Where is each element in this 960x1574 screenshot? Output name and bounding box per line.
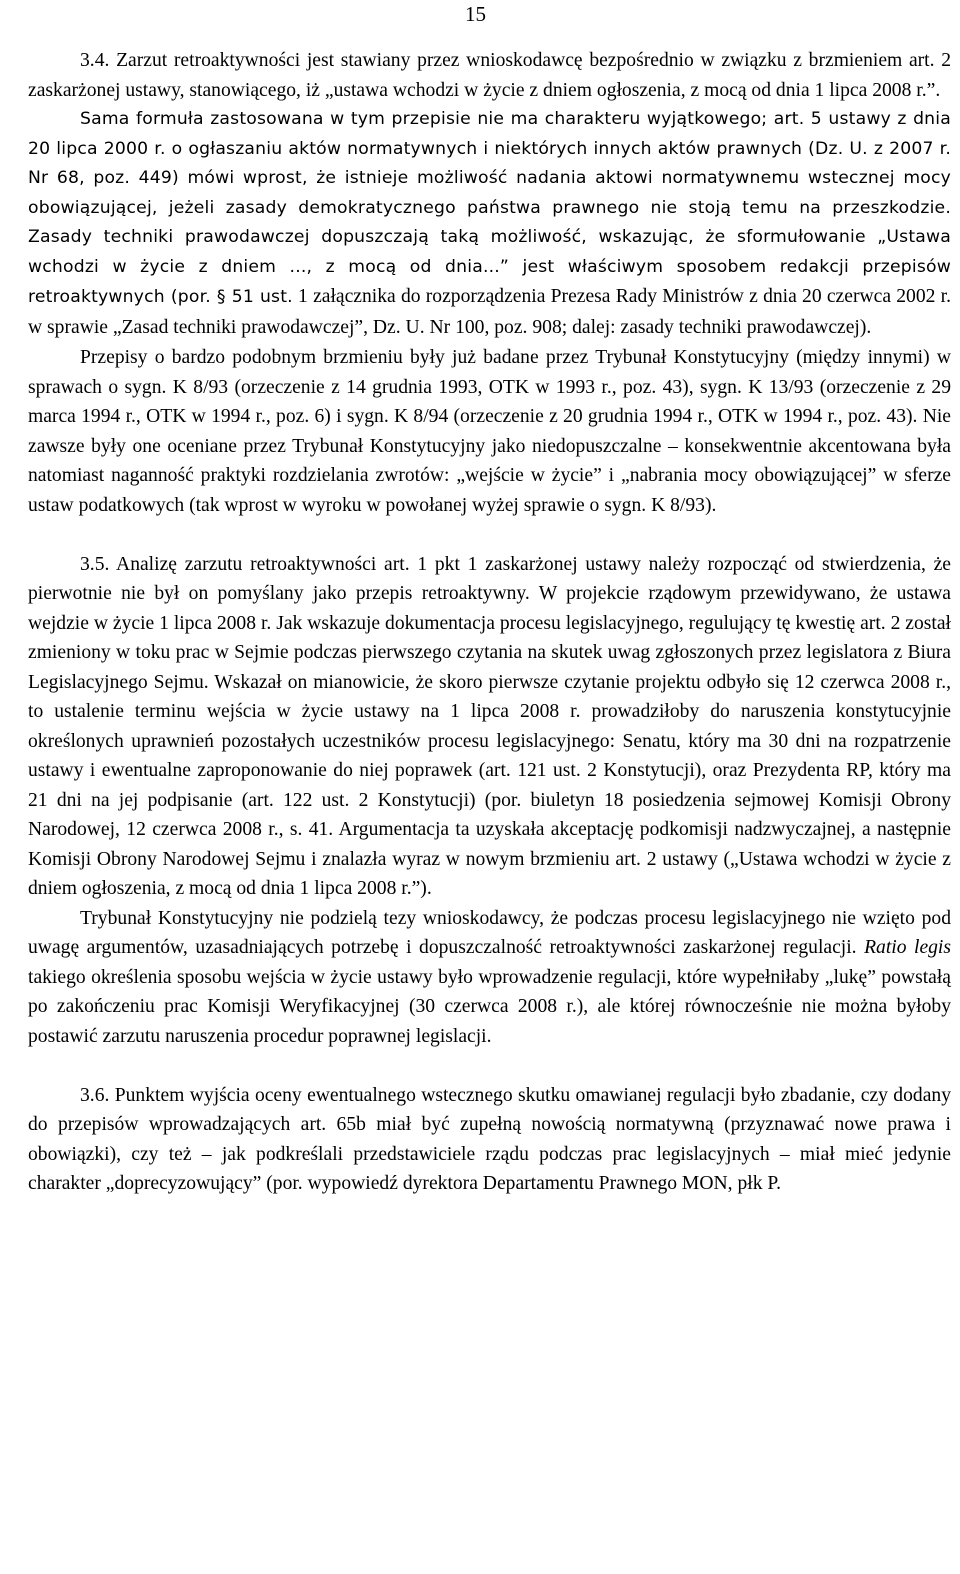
paragraph-formula <box>28 105 951 343</box>
paragraph-ratio-legis-end: takiego określenia sposobu wejścia w życie ustawy było wprowadzenie regulacji, które wypełniłaby „lukę” powstałą po zakończeniu prac Komisji Weryfikacyjnej (30 czerwca 2008 r.), ale której równocześnie nie można byłoby postawić zarzutu naruszenia procedur poprawnej legislacji. <box>28 966 951 1047</box>
paragraph-formula-continuation: 1 załącznika do rozporządzenia Prezesa Rady Ministrów z dnia 20 czerwca 2002 r. w sprawie „Zasad techniki prawodawczej”, Dz. U. Nr 100, poz. 908; dalej: zasady techniki prawodawczej). <box>28 286 951 338</box>
paragraph-prior-cases: Przepisy o bardzo podobnym brzmieniu były już badane przez Trybunał Konstytucyjny (między innymi) w sprawach o sygn. K 8/93 (orzeczenie z 14 grudnia 1993, OTK w 1993 r., poz. 43), sygn. K 13/93 (orzeczenie z 29 marca 1994 r., OTK w 1994 r., poz. 6) i sygn. K 8/94 (orzeczenie z 20 grudnia 1994 r., OTK w 1994 r., poz. 43). Nie zawsze były one oceniane przez Trybunał Konstytucyjny jako niedopuszczalne – konsekwentnie akcentowana była natomiast naganność praktyki rozdzielania zwrotów: „wejście w życie” i „nabrania mocy obowiązującej” w sferze ustaw podatkowych (tak wprost w wyroku w powołanej wyżej sprawie o sygn. K 8/93). <box>28 347 951 516</box>
paragraph-ratio-legis <box>28 904 951 1052</box>
paragraph-3-5: 3.5. Analizę zarzutu retroaktywności art. 1 pkt 1 zaskarżonej ustawy należy rozpocząć od stwierdzenia, że pierwotnie nie był on pomyślany jako przepis retroaktywny. W projekcie rządowym przewidywano, że ustawa wejdzie w życie 1 lipca 2008 r. Jak wskazuje dokumentacja procesu legislacyjnego, regulujący tę kwestię art. 2 został zmieniony w toku prac w Sejmie podczas pierwszego czytania na skutek uwag zgłoszonych przez legislatora z Biura Legislacyjnego Sejmu. Wskazał on mianowicie, że skoro pierwsze czytanie projektu odbyło się 12 czerwca 2008 r., to ustalenie terminu wejścia w życie ustawy na 1 lipca 2008 r. prowadziłoby do naruszenia konstytucyjnie określonych uprawnień pozostałych uczestników procesu legislacyjnego: Senatu, który ma 30 dni na rozpatrzenie ustawy i ewentualne zaproponowanie do niej poprawek (art. 121 ust. 2 Konstytucji), oraz Prezydenta RP, który ma 21 dni na jej podpisanie (art. 122 ust. 2 Konstytucji) (por. biuletyn 18 posiedzenia sejmowej Komisji Obrony Narodowej, 12 czerwca 2008 r., s. 41. Argumentacja ta uzyskała akceptację podkomisji nadzwyczajnej, a następnie Komisji Obrony Narodowej Sejmu i znalazła wyraz w nowym brzmieniu art. 2 ustawy („Ustawa wchodzi w życie z dniem ogłoszenia, z mocą od dnia 1 lipca 2008 r.”). <box>28 553 951 899</box>
document-body <box>28 46 951 1199</box>
page-number: 15 <box>465 2 486 26</box>
paragraph-ratio-legis-start: Trybunał Konstytucyjny nie podzielą tezy wnioskodawcy, że podczas procesu legislacyjnego nie wzięto pod uwagę argumentów, uzasadniających potrzebę i dopuszczalność retroaktywności zaskarżonej regulacji. <box>28 907 951 958</box>
ratio-legis-term: Ratio legis <box>864 937 952 958</box>
paragraph-3-4: 3.4. Zarzut retroaktywności jest stawiany przez wnioskodawcę bezpośrednio w związku z brzmieniem art. 2 zaskarżonej ustawy, stanowiącego, iż „ustawa wchodzi w życie z dniem ogłoszenia, z mocą od dnia 1 lipca 2008 r.”. <box>28 50 951 101</box>
paragraph-3-6: 3.6. Punktem wyjścia oceny ewentualnego wstecznego skutku omawianej regulacji było zbadanie, czy dodany do przepisów wprowadzających art. 65b miał być zupełną nowością normatywną (przyznawać nowe prawa i obowiązki), czy też – jak podkreślali przedstawiciele rządu podczas prac legislacyjnych – miał mieć jedynie charakter „doprecyzowujący” (por. wypowiedź dyrektora Departamentu Prawnego MON, płk P. <box>28 1084 951 1194</box>
paragraph-formula-text: Sama formuła zastosowana w tym przepisie nie ma charakteru wyjątkowego; art. 5 ustawy z dnia 20 lipca 2000 r. o ogłaszaniu aktów normatywnych i niektórych innych aktów prawnych (Dz. U. z 2007 r. Nr 68, poz. 449) mówi wprost, że istnieje możliwość nadania aktowi normatywnemu wstecznej mocy obowiązującej, jeżeli zasady demokratycznego państwa prawnego nie stoją temu na przeszkodzie. Zasady techniki prawodawczej dopuszczają taką możliwość, wskazując, że sformułowanie „Ustawa wchodzi w życie z dniem ..., z mocą od dnia...” jest właściwym sposobem redakcji przepisów retroaktywnych (por. § 51 ust. <box>28 109 951 307</box>
